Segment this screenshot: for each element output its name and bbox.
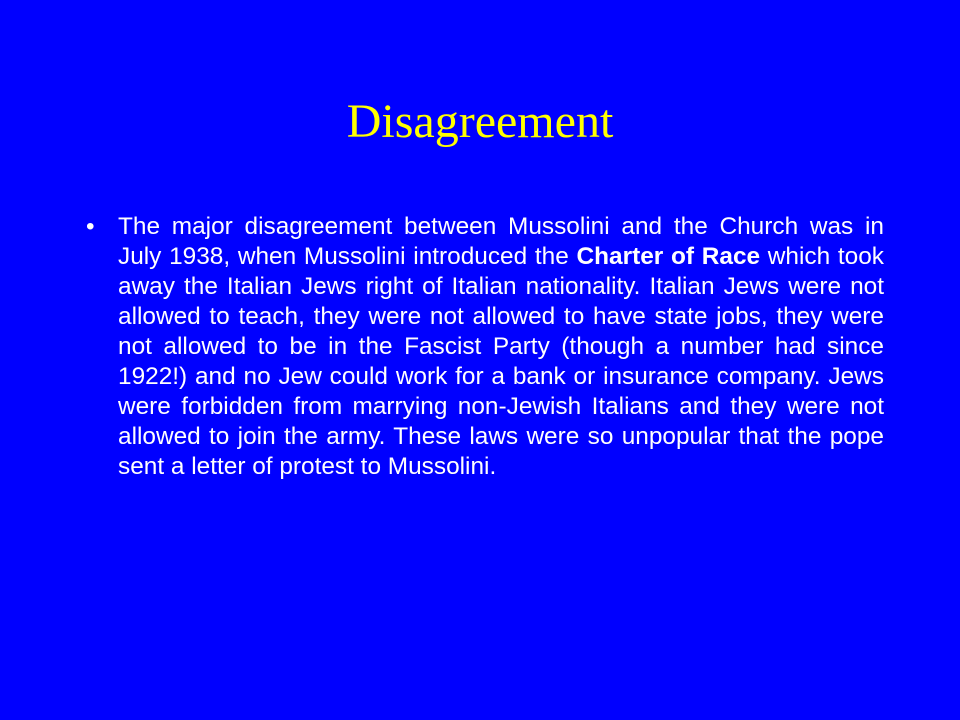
charter-of-race-emphasis: Charter of Race <box>576 243 761 270</box>
paragraph-text-start: The major disagreement between Mussolini and the Church was in July 1938, when Mussolini introduced the <box>118 213 884 270</box>
bullet-icon: • <box>86 213 95 240</box>
bullet-item <box>86 212 884 482</box>
bullet-list <box>86 212 884 482</box>
slide-title: Disagreement <box>346 95 614 148</box>
paragraph-text-end: which took away the Italian Jews right of Italian nationality. Italian Jews were not allowed to teach, they were not allowed to have state jobs, they were not allowed to be in the Fascist Party (though a number had since 1922!) and no Jew could work for a bank or insurance company. Jews were forbidden from marrying non-Jewish Italians and they were not allowed to join the army. These laws were so unpopular that the pope sent a letter of protest to Mussolini. <box>118 243 884 480</box>
